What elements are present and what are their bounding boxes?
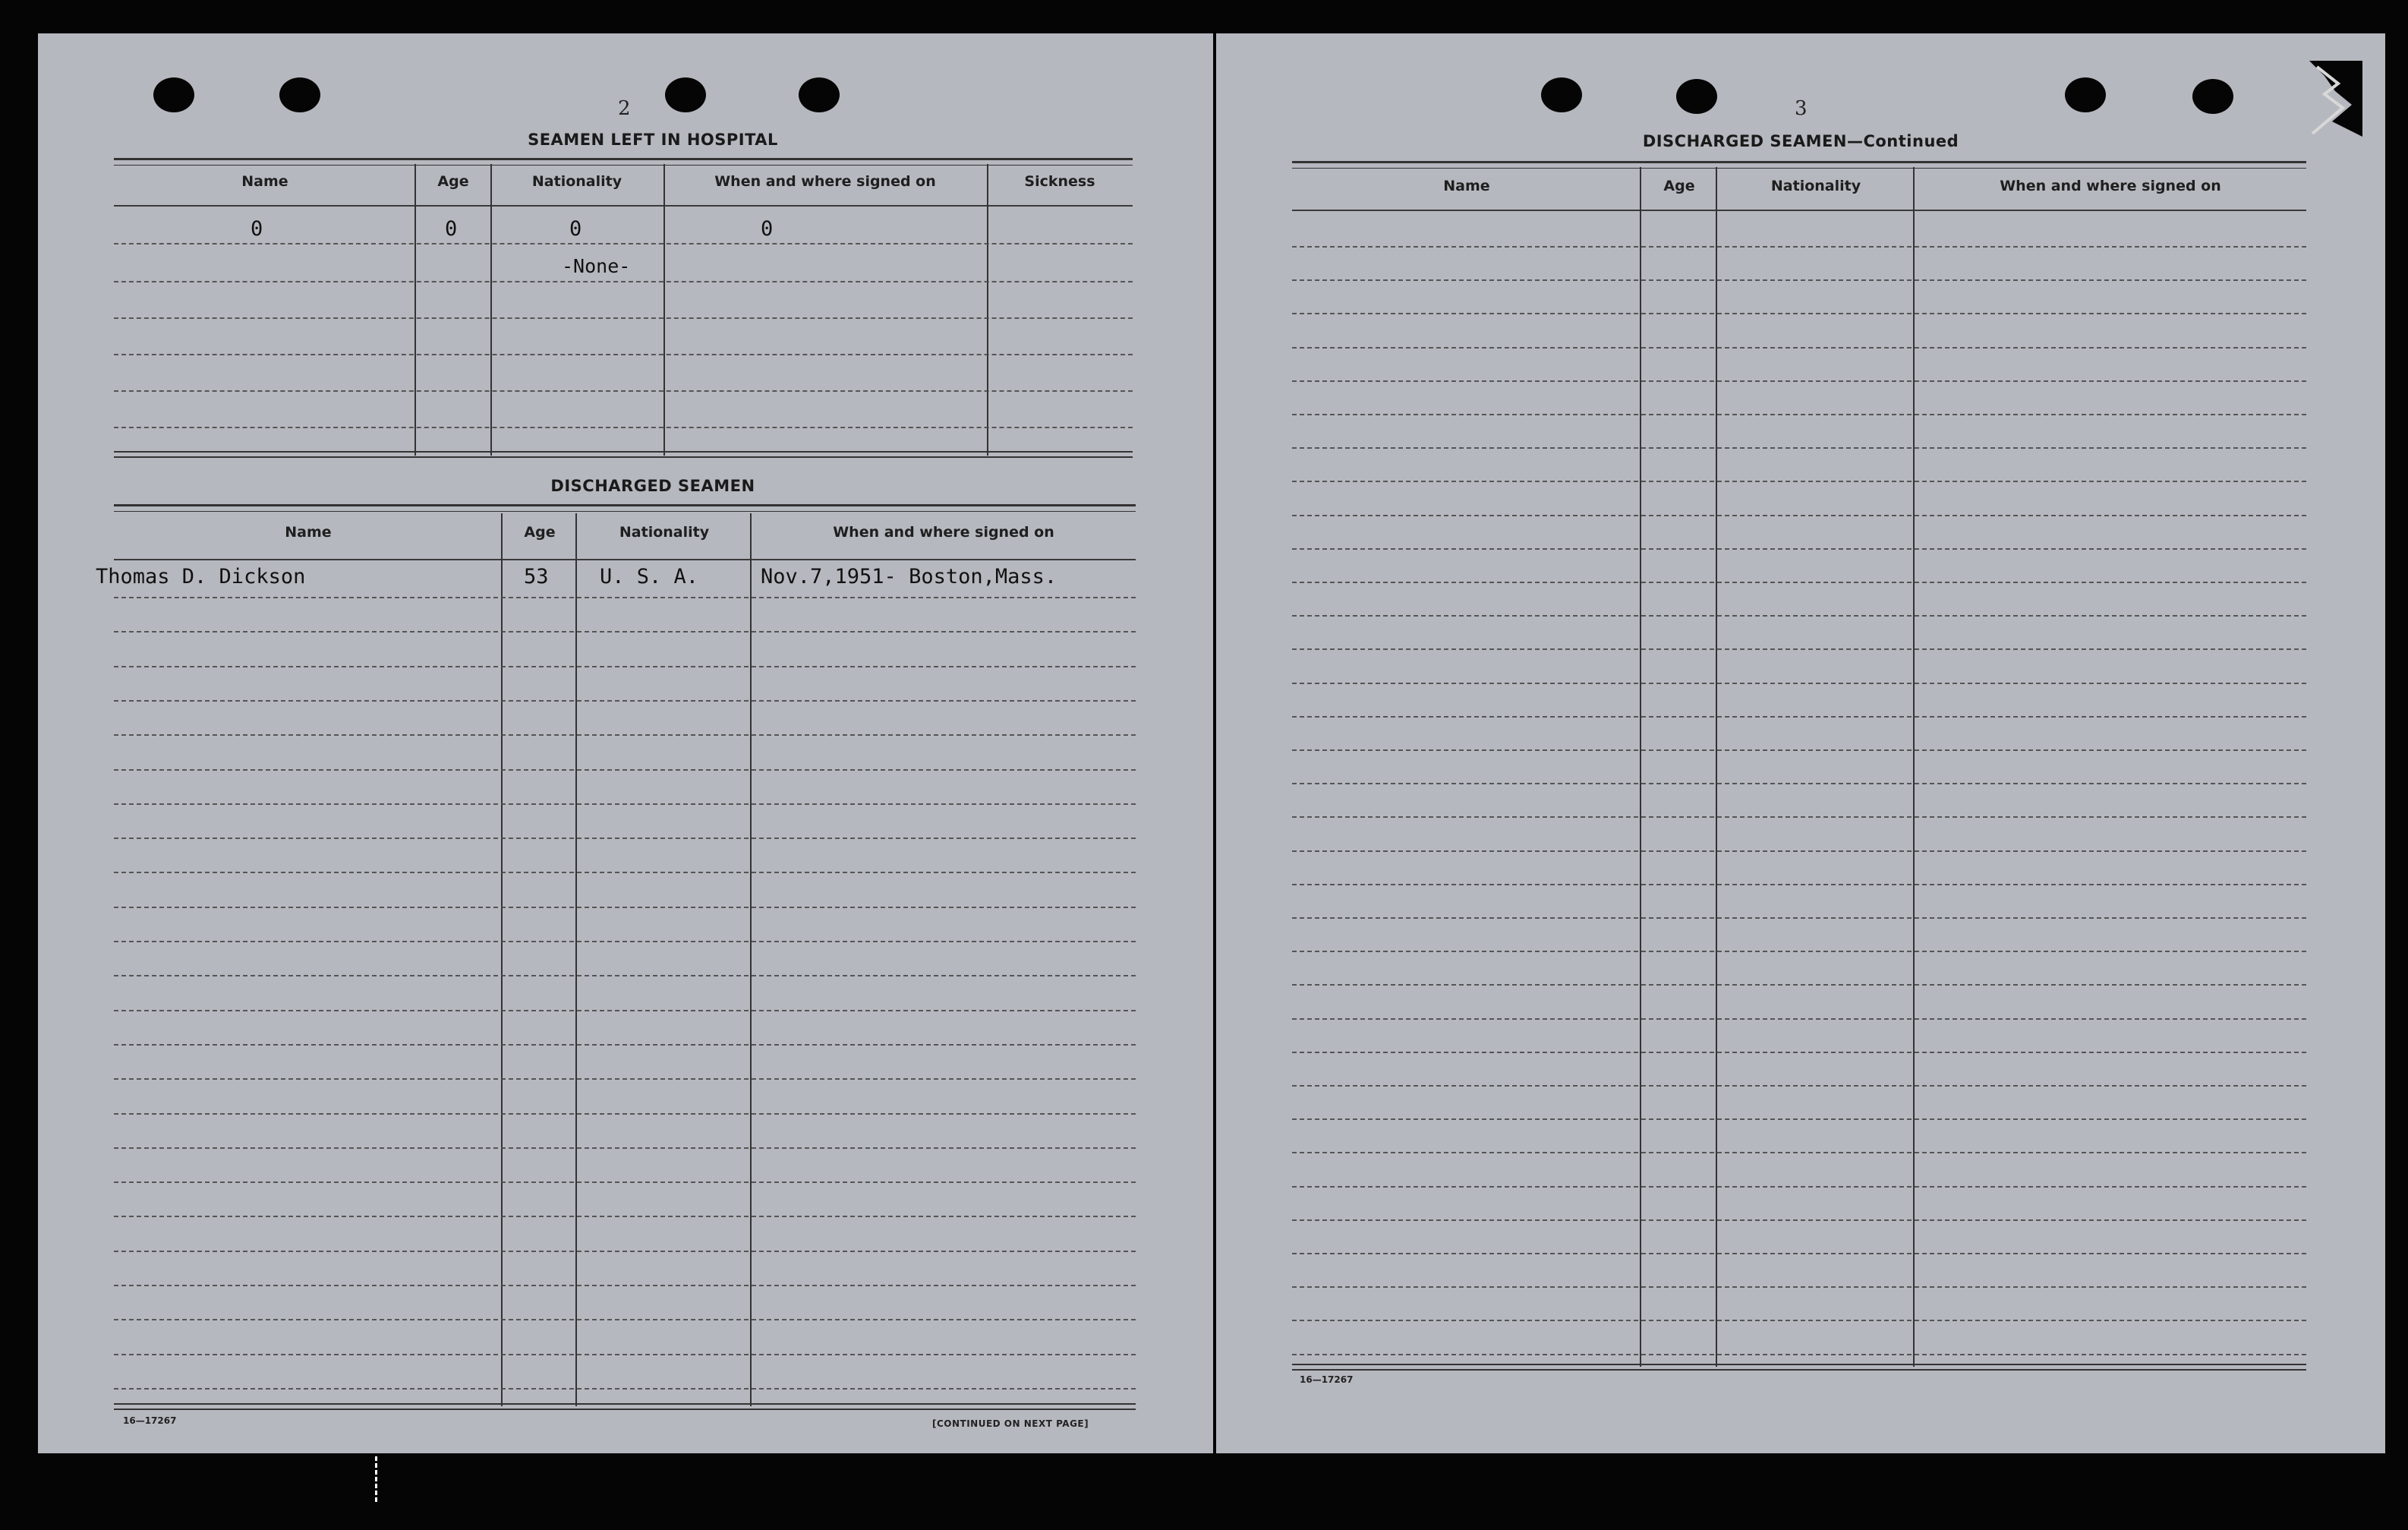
row-rule [1292, 615, 2306, 617]
row-rule [114, 941, 1136, 942]
punch-hole [799, 77, 840, 112]
row-rule [1292, 850, 2306, 852]
column-header-name: Name [241, 173, 288, 190]
row-rule [1292, 1018, 2306, 1020]
table-top-rule [114, 158, 1133, 166]
hospital-table [114, 158, 1133, 459]
punch-hole [1676, 79, 1717, 114]
column-header-nationality: Nationality [1770, 178, 1861, 194]
punch-hole [153, 77, 194, 112]
row-rule [1292, 648, 2306, 650]
row-rule [114, 1010, 1136, 1011]
row-rule [1292, 816, 2306, 818]
form-code: 16—17267 [1300, 1374, 1354, 1385]
column-header-signed-on: When and where signed on [714, 173, 936, 190]
row-rule [1292, 1085, 2306, 1087]
row-rule [1292, 1152, 2306, 1153]
punch-hole [2192, 79, 2233, 114]
row-rule [114, 597, 1136, 598]
column-header-signed-on: When and where signed on [2000, 178, 2221, 194]
punch-hole [2065, 77, 2106, 112]
row-rule [1292, 447, 2306, 449]
discharged-continued-table [1292, 161, 2306, 1406]
row-rule [114, 769, 1136, 771]
row-rule [1292, 1320, 2306, 1321]
row-rule [114, 1044, 1136, 1046]
row-rule [114, 872, 1136, 873]
row-rule [1292, 1118, 2306, 1120]
discharged-signed-on-cell: Nov.7,1951- Boston,Mass. [761, 565, 1057, 588]
row-rule [1292, 246, 2306, 248]
continued-note: [CONTINUED ON NEXT PAGE] [932, 1418, 1089, 1429]
row-rule [1292, 1052, 2306, 1053]
row-rule [1292, 380, 2306, 382]
row-rule [1292, 414, 2306, 415]
column-header-name: Name [1443, 178, 1490, 194]
form-code: 16—17267 [123, 1415, 177, 1426]
row-rule [114, 803, 1136, 805]
row-rule [1292, 683, 2306, 684]
hospital-none-note: -None- [562, 255, 631, 277]
row-rule [114, 631, 1136, 633]
page-number: 2 [618, 97, 631, 120]
binding-mark [375, 1456, 380, 1502]
page-number: 3 [1795, 97, 1808, 120]
row-rule [1292, 951, 2306, 952]
row-rule [114, 666, 1136, 667]
hospital-section-title: SEAMEN LEFT IN HOSPITAL [528, 131, 778, 149]
row-rule [1292, 716, 2306, 718]
row-rule [114, 1388, 1136, 1390]
hospital-nationality-cell: 0 [569, 217, 582, 241]
column-header-sickness: Sickness [1024, 173, 1095, 190]
row-rule [114, 838, 1136, 839]
discharged-name-cell: Thomas D. Dickson [96, 565, 306, 588]
row-rule [1292, 884, 2306, 885]
table-top-rule [1292, 161, 2306, 169]
torn-corner [2279, 61, 2362, 137]
column-header-name: Name [285, 524, 332, 541]
table-top-rule [114, 504, 1136, 512]
row-rule [1292, 313, 2306, 314]
hospital-age-cell: 0 [445, 217, 458, 241]
row-rule [1292, 548, 2306, 550]
row-rule [114, 907, 1136, 908]
row-rule [1292, 749, 2306, 751]
column-header-age: Age [1663, 178, 1695, 194]
punch-hole [665, 77, 706, 112]
discharged-nationality-cell: U. S. A. [600, 565, 699, 588]
hospital-name-cell: 0 [251, 217, 263, 241]
row-rule [114, 975, 1136, 976]
row-rule [1292, 1354, 2306, 1355]
row-rule [114, 734, 1136, 736]
row-rule [1292, 1219, 2306, 1221]
row-rule [1292, 984, 2306, 986]
row-rule [1292, 1253, 2306, 1254]
column-header-signed-on: When and where signed on [833, 524, 1054, 541]
hospital-signed-on-cell: 0 [761, 217, 774, 241]
punch-hole [279, 77, 320, 112]
row-rule [114, 1216, 1136, 1217]
row-rule [114, 1181, 1136, 1183]
row-rule [114, 1078, 1136, 1080]
punch-hole [1541, 77, 1582, 112]
row-rule [1292, 347, 2306, 349]
row-rule [114, 1354, 1136, 1355]
row-rule [1292, 917, 2306, 919]
column-header-nationality: Nationality [531, 173, 622, 190]
row-rule [1292, 783, 2306, 784]
column-header-nationality: Nationality [619, 524, 710, 541]
row-rule [114, 700, 1136, 702]
discharged-section-title: DISCHARGED SEAMEN [550, 477, 755, 495]
column-header-age: Age [437, 173, 469, 190]
row-rule [1292, 1186, 2306, 1188]
row-rule [1292, 481, 2306, 482]
row-rule [1292, 515, 2306, 516]
right-page [1216, 33, 2385, 1453]
row-rule [1292, 582, 2306, 583]
discharged-continued-title: DISCHARGED SEAMEN—Continued [1642, 132, 1959, 150]
row-rule [114, 1251, 1136, 1252]
column-header-age: Age [524, 524, 556, 541]
row-rule [114, 1147, 1136, 1149]
discharged-age-cell: 53 [524, 565, 549, 588]
row-rule [114, 1319, 1136, 1320]
row-rule [1292, 279, 2306, 281]
row-rule [114, 1113, 1136, 1115]
row-rule [1292, 1286, 2306, 1288]
left-page [38, 33, 1213, 1453]
discharged-table [96, 504, 1136, 1415]
row-rule [114, 1285, 1136, 1286]
